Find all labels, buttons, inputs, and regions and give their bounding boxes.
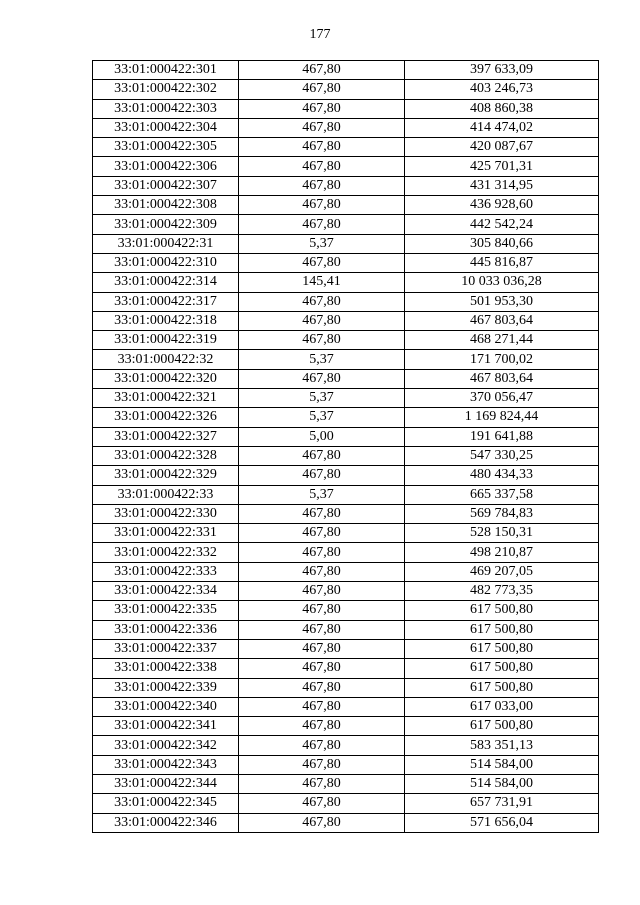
cadastral-number-cell: 33:01:000422:306 [93,157,239,176]
cadastral-number-cell: 33:01:000422:304 [93,118,239,137]
value-cell: 480 434,33 [405,466,599,485]
cadastral-number-cell: 33:01:000422:335 [93,601,239,620]
area-cell: 467,80 [239,466,405,485]
area-cell: 467,80 [239,292,405,311]
area-cell: 467,80 [239,311,405,330]
table-row [93,639,599,658]
table-row [93,61,599,80]
area-cell: 467,80 [239,678,405,697]
cadastral-number-cell: 33:01:000422:341 [93,717,239,736]
value-cell: 583 351,13 [405,736,599,755]
area-cell: 467,80 [239,717,405,736]
value-cell: 467 803,64 [405,369,599,388]
table-row [93,466,599,485]
cadastral-number-cell: 33:01:000422:321 [93,389,239,408]
table-row [93,80,599,99]
cadastral-number-cell: 33:01:000422:301 [93,61,239,80]
value-cell: 425 701,31 [405,157,599,176]
value-cell: 408 860,38 [405,99,599,118]
value-cell: 436 928,60 [405,196,599,215]
value-cell: 420 087,67 [405,138,599,157]
cadastral-number-cell: 33:01:000422:334 [93,582,239,601]
area-cell: 467,80 [239,524,405,543]
area-cell: 467,80 [239,562,405,581]
value-cell: 617 033,00 [405,697,599,716]
area-cell: 5,37 [239,234,405,253]
table-row [93,582,599,601]
cadastral-number-cell: 33:01:000422:302 [93,80,239,99]
value-cell: 397 633,09 [405,61,599,80]
value-cell: 617 500,80 [405,659,599,678]
table-row [93,369,599,388]
table-row [93,620,599,639]
table-row [93,215,599,234]
cadastral-number-cell: 33:01:000422:345 [93,794,239,813]
table-row [93,774,599,793]
table-row [93,157,599,176]
table-row [93,601,599,620]
area-cell: 467,80 [239,794,405,813]
cadastral-number-cell: 33:01:000422:305 [93,138,239,157]
cadastral-number-cell: 33:01:000422:338 [93,659,239,678]
cadastral-number-cell: 33:01:000422:332 [93,543,239,562]
value-cell: 657 731,91 [405,794,599,813]
area-cell: 467,80 [239,620,405,639]
cadastral-number-cell: 33:01:000422:346 [93,813,239,832]
cadastral-number-cell: 33:01:000422:319 [93,331,239,350]
table-row [93,659,599,678]
cadastral-number-cell: 33:01:000422:307 [93,176,239,195]
area-cell: 467,80 [239,736,405,755]
area-cell: 5,00 [239,427,405,446]
table-row [93,562,599,581]
table-row [93,755,599,774]
value-cell: 468 271,44 [405,331,599,350]
table-row [93,485,599,504]
value-cell: 445 816,87 [405,253,599,272]
table-row [93,253,599,272]
value-cell: 514 584,00 [405,755,599,774]
area-cell: 145,41 [239,273,405,292]
value-cell: 501 953,30 [405,292,599,311]
cadastral-number-cell: 33:01:000422:33 [93,485,239,504]
area-cell: 5,37 [239,389,405,408]
table-row [93,331,599,350]
value-cell: 514 584,00 [405,774,599,793]
value-cell: 498 210,87 [405,543,599,562]
table-row [93,717,599,736]
table-body [93,61,599,833]
cadastral-number-cell: 33:01:000422:337 [93,639,239,658]
area-cell: 467,80 [239,659,405,678]
value-cell: 1 169 824,44 [405,408,599,427]
cadastral-number-cell: 33:01:000422:330 [93,504,239,523]
cadastral-number-cell: 33:01:000422:31 [93,234,239,253]
cadastral-number-cell: 33:01:000422:342 [93,736,239,755]
value-cell: 482 773,35 [405,582,599,601]
value-cell: 442 542,24 [405,215,599,234]
value-cell: 191 641,88 [405,427,599,446]
cadastral-number-cell: 33:01:000422:303 [93,99,239,118]
cadastral-number-cell: 33:01:000422:326 [93,408,239,427]
value-cell: 617 500,80 [405,620,599,639]
area-cell: 467,80 [239,774,405,793]
area-cell: 467,80 [239,253,405,272]
table-row [93,99,599,118]
value-cell: 469 207,05 [405,562,599,581]
area-cell: 467,80 [239,80,405,99]
area-cell: 467,80 [239,99,405,118]
cadastral-number-cell: 33:01:000422:331 [93,524,239,543]
table-row [93,524,599,543]
cadastral-number-cell: 33:01:000422:317 [93,292,239,311]
cadastral-number-cell: 33:01:000422:32 [93,350,239,369]
cadastral-number-cell: 33:01:000422:340 [93,697,239,716]
value-cell: 305 840,66 [405,234,599,253]
table-row [93,350,599,369]
table-row [93,273,599,292]
area-cell: 467,80 [239,118,405,137]
table-row [93,408,599,427]
cadastral-number-cell: 33:01:000422:318 [93,311,239,330]
area-cell: 467,80 [239,215,405,234]
data-table [92,60,599,833]
area-cell: 467,80 [239,639,405,658]
table-row [93,678,599,697]
area-cell: 467,80 [239,697,405,716]
area-cell: 467,80 [239,601,405,620]
value-cell: 10 033 036,28 [405,273,599,292]
value-cell: 171 700,02 [405,350,599,369]
table-row [93,311,599,330]
area-cell: 467,80 [239,813,405,832]
cadastral-number-cell: 33:01:000422:308 [93,196,239,215]
value-cell: 571 656,04 [405,813,599,832]
area-cell: 467,80 [239,755,405,774]
area-cell: 467,80 [239,582,405,601]
table-row [93,446,599,465]
table-row [93,697,599,716]
cadastral-number-cell: 33:01:000422:320 [93,369,239,388]
area-cell: 467,80 [239,504,405,523]
area-cell: 467,80 [239,543,405,562]
cadastral-number-cell: 33:01:000422:336 [93,620,239,639]
value-cell: 665 337,58 [405,485,599,504]
table-row [93,504,599,523]
cadastral-number-cell: 33:01:000422:310 [93,253,239,272]
table-row [93,543,599,562]
area-cell: 467,80 [239,157,405,176]
cadastral-number-cell: 33:01:000422:333 [93,562,239,581]
value-cell: 528 150,31 [405,524,599,543]
value-cell: 414 474,02 [405,118,599,137]
cadastral-number-cell: 33:01:000422:328 [93,446,239,465]
value-cell: 617 500,80 [405,639,599,658]
table-row [93,813,599,832]
value-cell: 431 314,95 [405,176,599,195]
area-cell: 467,80 [239,61,405,80]
page-number: 177 [309,27,331,42]
cadastral-number-cell: 33:01:000422:329 [93,466,239,485]
table-row [93,196,599,215]
area-cell: 5,37 [239,350,405,369]
value-cell: 617 500,80 [405,717,599,736]
cadastral-number-cell: 33:01:000422:309 [93,215,239,234]
value-cell: 403 246,73 [405,80,599,99]
area-cell: 467,80 [239,331,405,350]
area-cell: 467,80 [239,446,405,465]
value-cell: 569 784,83 [405,504,599,523]
cadastral-number-cell: 33:01:000422:327 [93,427,239,446]
value-cell: 467 803,64 [405,311,599,330]
value-cell: 617 500,80 [405,678,599,697]
table-row [93,176,599,195]
area-cell: 467,80 [239,369,405,388]
table-row [93,794,599,813]
value-cell: 617 500,80 [405,601,599,620]
area-cell: 5,37 [239,408,405,427]
table-row [93,292,599,311]
cadastral-number-cell: 33:01:000422:314 [93,273,239,292]
area-cell: 467,80 [239,138,405,157]
cadastral-number-cell: 33:01:000422:344 [93,774,239,793]
cadastral-number-cell: 33:01:000422:343 [93,755,239,774]
table-row [93,736,599,755]
table-row [93,138,599,157]
value-cell: 370 056,47 [405,389,599,408]
table-row [93,234,599,253]
table-row [93,389,599,408]
table-row [93,118,599,137]
table-row [93,427,599,446]
value-cell: 547 330,25 [405,446,599,465]
area-cell: 467,80 [239,176,405,195]
area-cell: 5,37 [239,485,405,504]
area-cell: 467,80 [239,196,405,215]
cadastral-number-cell: 33:01:000422:339 [93,678,239,697]
